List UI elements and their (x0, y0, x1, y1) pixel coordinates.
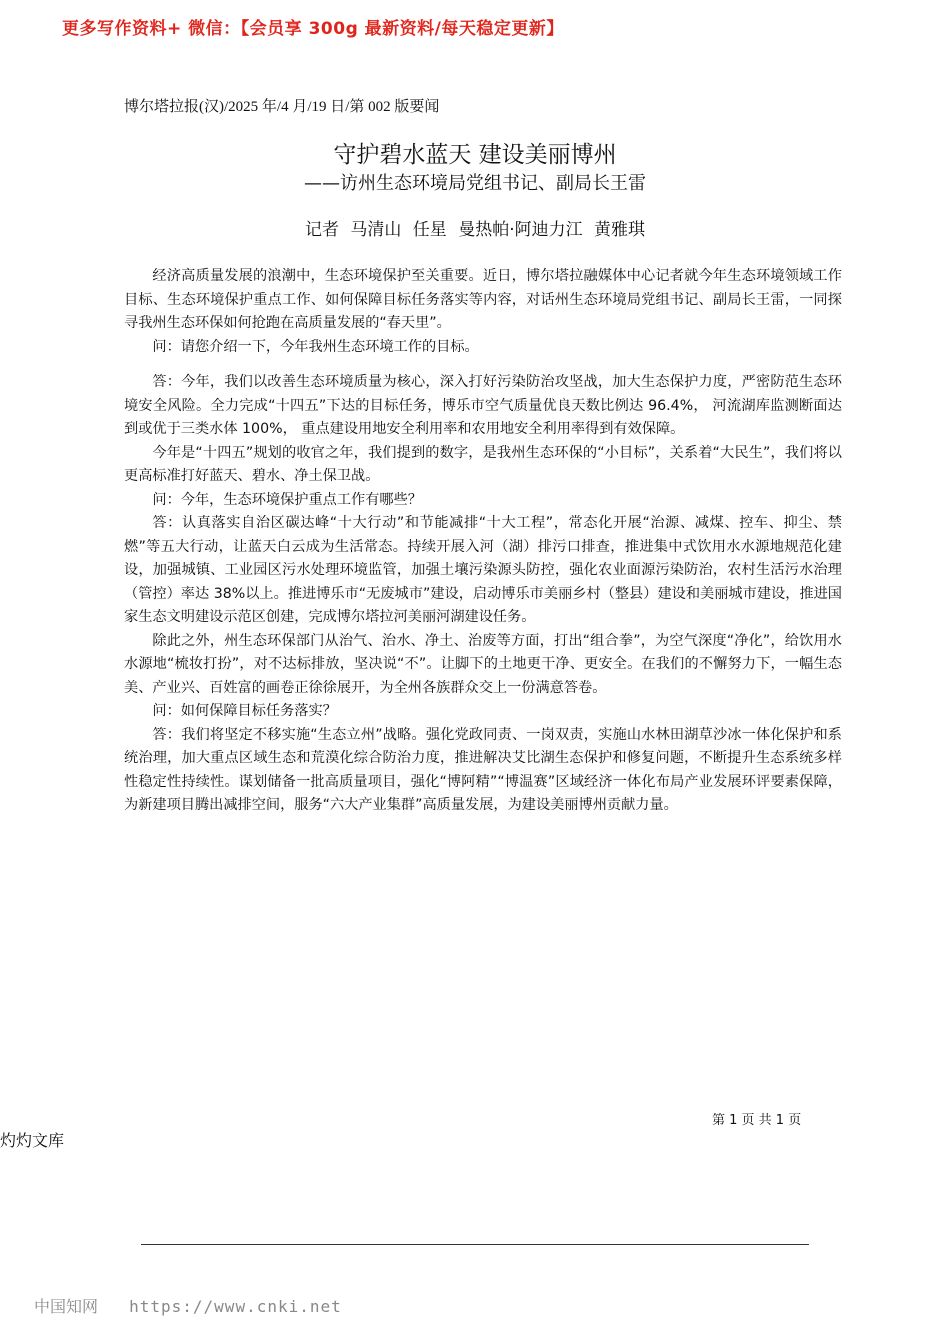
paragraph-question-2: 问：今年，生态环境保护重点工作有哪些？ (152, 491, 422, 508)
paragraph-answer-1: 答：今年，我们以改善生态环境质量为核心，深入打好污染防治攻坚战，加大生态保护力度，严密防范生态环境安全风险。全力完成“十四五”下达的目标任务，博乐市空气质量优良天数比例达 96.4%， 河流湖库监测断面达到或优于三类水体 100%， 重点建设用地安全利用率和农用地安全利用率得到有效保障。 (124, 374, 842, 437)
paragraph-question-1: 问：请您介绍一下，今年我州生态环境工作的目标。 (152, 338, 479, 355)
paragraph-answer-3: 答：我们将坚定不移实施“生态立州”战略。强化党政同责、一岗双责，实施山水林田湖草沙冰一体化保护和系统治理，加大重点区域生态和荒漠化综合防治力度，推进解决艾比湖生态保护和修复问题，不断提升生态系统多样性稳定性持续性。谋划储备一批高质量项目，强化“博阿精”“博温赛”区域经济一体化布局产业发展环评要素保障，为新建项目腾出减排空间，服务“六大产业集群”高质量发展，为建设美丽博州贡献力量。 (124, 726, 842, 813)
paragraph-answer-1b: 今年是“十四五”规划的收官之年，我们提到的数字，是我州生态环保的“小目标”，关系着“大民生”，我们将以更高标准打好蓝天、碧水、净土保卫战。 (124, 444, 842, 484)
cnki-footer (34, 1294, 342, 1317)
page-number: 第 1 页 共 1 页 (712, 1113, 802, 1128)
paragraph-question-3: 问：如何保障目标任务落实？ (152, 703, 337, 719)
source-citation: 博尔塔拉报(汉)/2025 年/4 月/19 日/第 002 版要闻 (124, 99, 440, 115)
paragraph-answer-2b: 除此之外，州生态环保部门从治气、治水、净土、治废等方面，打出“组合拳”，为空气深度“净化”，给饮用水水源地“梳妆打扮”，对不达标排放，坚决说“不”。让脚下的土地更干净、更安全。在我们的不懈努力下，一幅生态美、产业兴、百姓富的画卷正徐徐展开，为全州各族群众交上一份满意答卷。 (124, 632, 842, 696)
article-body (124, 265, 842, 818)
paragraph-intro: 经济高质量发展的浪潮中，生态环境保护至关重要。近日，博尔塔拉融媒体中心记者就今年生态环境领域工作目标、生态环境保护重点工作、如何保障目标任务落实等内容，对话州生态环境局党组书记、副局长王雷，一同探寻我州生态环保如何抢跑在高质量发展的“春天里”。 (124, 268, 842, 331)
promo-banner[interactable]: 更多写作资料+ 微信：【会员享 300g 最新资料/每天稳定更新】 (62, 19, 564, 39)
cnki-name: 中国知网 (34, 1297, 99, 1316)
article-title: 守护碧水蓝天 建设美丽博州 (333, 142, 617, 168)
footer-divider (141, 1244, 809, 1245)
article-byline: 记者 马清山 任星 曼热帕·阿迪力江 黄雅琪 (304, 220, 646, 240)
paragraph-answer-2: 答：认真落实自治区碳达峰“十大行动”和节能减排“十大工程”，常态化开展“治源、减煤、控车、抑尘、禁燃”等五大行动，让蓝天白云成为生活常态。持续开展入河（湖）排污口排查，推进集中式饮用水水源地规范化建设，加强城镇、工业园区污水处理环境监管，加强土壤污染源头防控，强化农业面源污染防治，农村生活污水治理（管控）率达 38%以上。推进博乐市“无废城市”建设，启动博乐市美丽乡村（整县）建设和美丽城市建设，推进国家生态文明建设示范区创建，完成博尔塔拉河美丽河湖建设任务。 (124, 515, 842, 625)
cnki-link[interactable]: https://www.cnki.net (129, 1297, 342, 1316)
library-watermark: 灼灼文库 (0, 1131, 65, 1150)
article-subtitle: ——访州生态环境局党组书记、副局长王雷 (304, 173, 646, 194)
